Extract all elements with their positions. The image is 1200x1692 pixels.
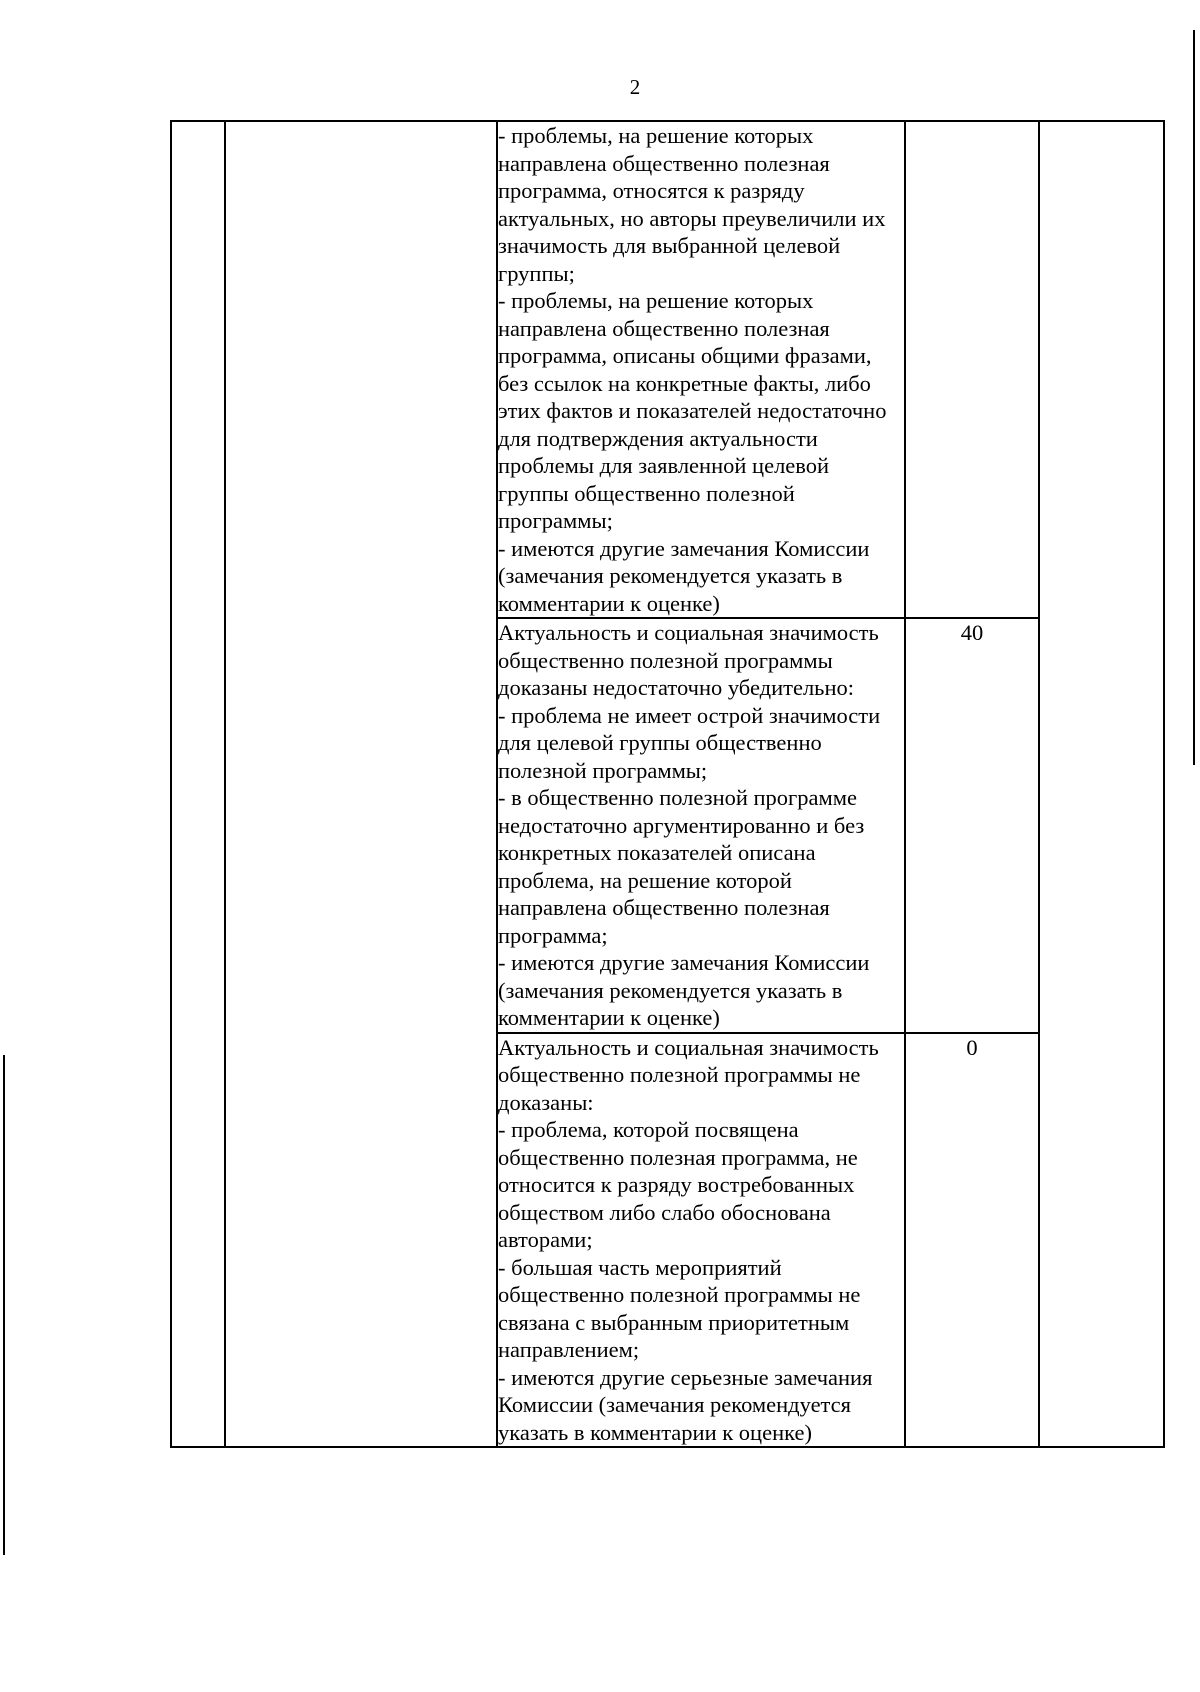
score-cell: 0 bbox=[905, 1033, 1039, 1448]
description-cell bbox=[497, 618, 905, 1033]
criterion-cell bbox=[225, 121, 497, 1447]
score-cell bbox=[905, 121, 1039, 618]
description-line: - в общественно полезной программе недостаточно аргументированно и без конкретных показателей описана проблема, на решение которой направлена общественно полезная программа; bbox=[498, 785, 865, 948]
description-line: - имеются другие замечания Комиссии (замечания рекомендуется указать в комментарии к оценке) bbox=[498, 950, 870, 1030]
table-row bbox=[171, 121, 1164, 618]
description-line: - большая часть мероприятий общественно полезной программы не связана с выбранным приоритетным направлением; bbox=[498, 1254, 861, 1362]
description-cell bbox=[497, 1033, 905, 1448]
description-line: - имеются другие серьезные замечания Комиссии (замечания рекомендуется указать в комментарии к оценке) bbox=[498, 1364, 873, 1445]
description-line: - проблемы, на решение которых направлена общественно полезная программа, описаны общими фразами, без ссылок на конкретные факты, либо этих фактов и показателей недостаточно для подтверждения актуальности проблемы для заявленной целевой группы общественно полезной программы; bbox=[498, 288, 887, 533]
description-line: - проблема, которой посвящена общественно полезная программа, не относится к разряду востребованных обществом либо слабо обоснована авторами; bbox=[498, 1117, 858, 1252]
comment-cell bbox=[1039, 121, 1164, 1447]
description-line: Актуальность и социальная значимость общественно полезной программы не доказаны: bbox=[498, 1034, 879, 1115]
description-line: - проблемы, на решение которых направлена общественно полезная программа, относятся к разряду актуальных, но авторы преувеличили их значимость для выбранной целевой группы; bbox=[498, 123, 886, 286]
scan-edge-line-left bbox=[3, 1055, 5, 1555]
score-cell: 40 bbox=[905, 618, 1039, 1033]
page-number: 2 bbox=[629, 75, 641, 99]
number-cell bbox=[171, 121, 225, 1447]
description-line: Актуальность и социальная значимость общественно полезной программы доказаны недостаточно убедительно: bbox=[498, 620, 879, 700]
scan-edge-line-right bbox=[1193, 30, 1195, 765]
description-line: - проблема не имеет острой значимости для целевой группы общественно полезной программы; bbox=[498, 702, 881, 783]
description-line: - имеются другие замечания Комиссии (замечания рекомендуется указать в комментарии к оценке) bbox=[498, 535, 870, 616]
description-cell bbox=[497, 121, 905, 618]
criteria-table bbox=[170, 120, 1165, 1448]
